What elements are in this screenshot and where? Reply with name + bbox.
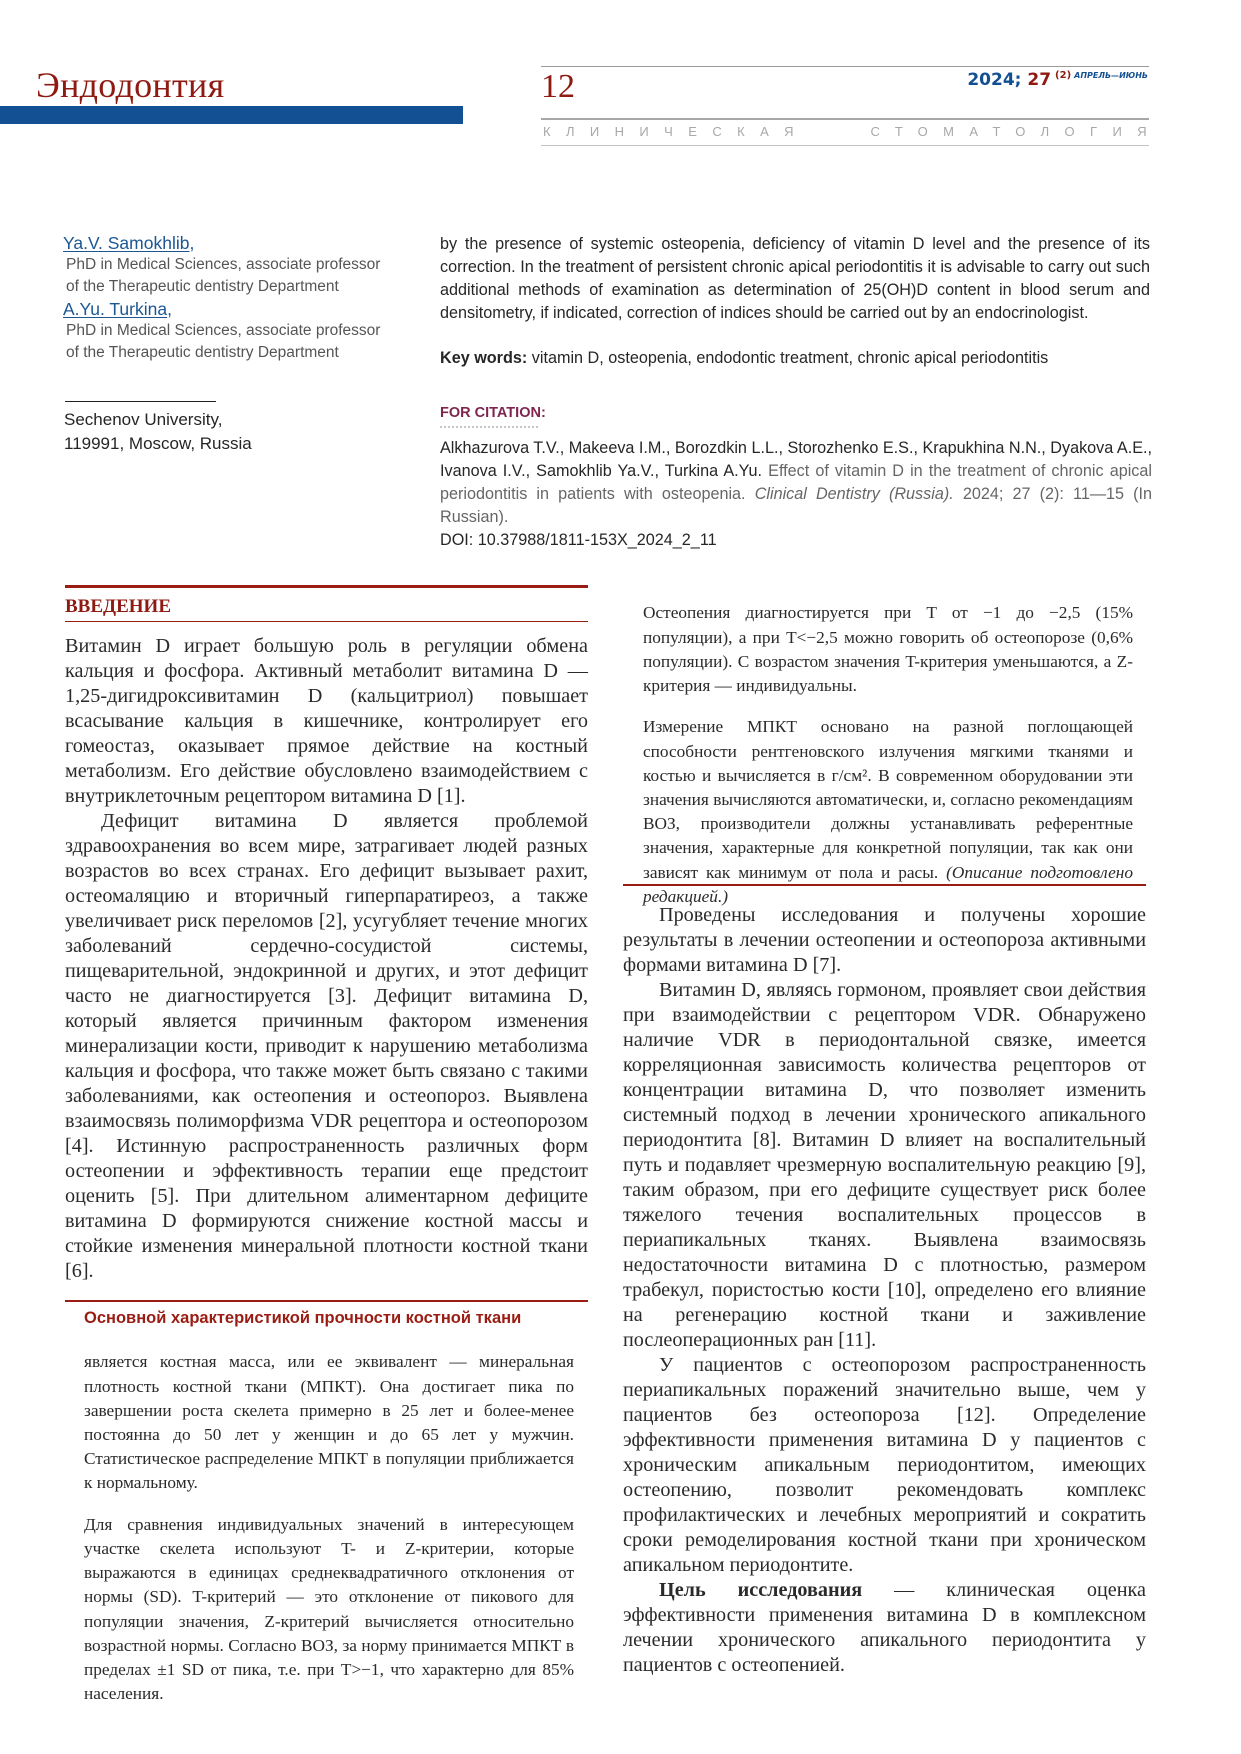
- section-title: Эндодонтия: [36, 65, 225, 105]
- citation-authors: Alkhazurova T.V., Makeeva I.M., Borozdkin L.L., Storozhenko E.S., Krapukhina N.N., Dyakova A.E., Ivanova I.V., Samokhlib Ya.V., Turkina A.Yu.: [440, 439, 1152, 480]
- body-paragraph: Витамин D играет большую роль в регуляции обмена кальция и фосфора. Активный метаболит витамина D — 1,25-дигидроксивитамин D (кальцитриол) повышает всасывание кальция в кишечнике, контролирует его гомеостаз, оказывает прямое действие на костный метаболизм. Его действие обусловлено взаимодействием с внутриклеточным рецептором витамина D [1].: [65, 635, 588, 807]
- aim-label: Цель исследования: [659, 1579, 863, 1601]
- author-role: of the Therapeutic dentistry Department: [66, 278, 339, 295]
- aim-text: — клиническая оценка эффективности применения витамина D в комплексном лечении хронического апикального периодонтита у пациентов с остеопенией.: [623, 1579, 1146, 1676]
- affiliation-divider: [65, 401, 216, 402]
- editorial-paragraph: является костная масса, или ее эквивалент — минеральная плотность костной ткани (МПКТ). Она достигает пика по завершении роста скелета примерно в 25 лет и более-менее постоянна до 50 лет у женщин и до 65 лет у мужчин. Статистическое распределение МПКТ в популяции приближается к нормальному.: [84, 1352, 574, 1493]
- keywords-list: vitamin D, osteopenia, endodontic treatment, chronic apical periodontitis: [531, 349, 1049, 367]
- citation-details: 2024; 27 (2): 11—15 (In Russian).: [440, 485, 1153, 526]
- editorial-box-right: [643, 584, 1133, 926]
- body-paragraph: У пациентов с остеопорозом распространенность периапикальных поражений значительно выше, чем у пациентов без остеопороза [12]. Определение эффективности применения витамина D у пациентов с хроническим апикальным периодонтитом, имеющих остеопению, позволит рекомендовать комплекс профилактических и лечебных мероприятий и сократить сроки ремоделирования костной ткани при хроническом апикальном периодонтите.: [623, 1354, 1146, 1576]
- citation-doi[interactable]: DOI: 10.37988/1811-153X_2024_2_11: [440, 531, 717, 549]
- abstract-text: by the presence of systemic osteopenia, deficiency of vitamin D level and the presence of its correction. In the treatment of persistent chronic apical periodontitis it is advisable to carry out such additional methods of examination as determination of 25(OH)D content in blood serum and densitometry, if indicated, correction of indices should be carried out by an endocrinologist.: [440, 235, 1150, 322]
- affiliation: [64, 408, 252, 456]
- body-paragraph: Дефицит витамина D является проблемой здравоохранения во всем мире, затрагивает людей разных возрастов во всех странах. Его дефицит вызывает рахит, остеомаляцию и вторичный гиперпаратиреоз, а также увеличивает риск переломов [2], усугубляет течение многих заболеваний сердечно-сосудистой системы, пищеварительной, эндокринной и других, и этот дефицит часто не диагностируется [3]. Дефицит витамина D, который является причинным фактором изменения минерализации кости, приводит к нарушению метаболизма кальция и фосфора, что также может быть связано с такими заболеваниями, как остеопения и остеопороз. Выявлена взаимосвязь полиморфизма VDR рецептора и остеопорозом [4]. Истинную распространенность различных форм остеопении и эффективность терапии еще предстоит оценить [5]. При длительном алиментарном дефиците витамина D формируются снижение костной массы и стойкие изменения минеральной плотности костной ткани [6].: [65, 810, 588, 1282]
- issue-months: АПРЕЛЬ—ИЮНЬ: [1074, 71, 1148, 80]
- journal-name-word-2: СТОМАТОЛОГИЯ: [870, 124, 1162, 139]
- issue-volume: 27: [1027, 70, 1052, 90]
- keywords: [440, 347, 1150, 370]
- author-role: PhD in Medical Sciences, associate professor: [66, 322, 381, 339]
- affiliation-line: 119991, Moscow, Russia: [64, 434, 252, 453]
- author-name-link[interactable]: Ya.V. Samokhlib: [63, 233, 190, 253]
- author-entry: Ya.V. Samokhlib,: [63, 233, 195, 253]
- journal-name: [543, 124, 1162, 139]
- author-role: PhD in Medical Sciences, associate professor: [66, 256, 381, 273]
- intro-body: [65, 634, 588, 1284]
- journal-name-word-1: КЛИНИЧЕСКАЯ: [543, 124, 809, 139]
- body-paragraph: Проведены исследования и получены хорошие результаты в лечении остеопении и остеопороза активными формами витамина D [7].: [623, 904, 1146, 976]
- aim-paragraph: [623, 1578, 1146, 1678]
- editorial-box-rule-bottom: [623, 884, 1146, 886]
- intro-rule-top: [65, 585, 588, 588]
- editorial-paragraph: Для сравнения индивидуальных значений в интересующем участке скелета используют T- и Z-критерии, которые выражаются в единицах среднеквадратичного отклонения от нормы (SD). T-критерий — это отклонение от пикового для популяции значения, Z-критерий вычисляется относительно возрастной нормы. Согласно ВОЗ, за норму принимается МПКТ в пределах ±1 SD от пика, т.е. при T>−1, что характерно для 85% населения.: [84, 1514, 574, 1704]
- author-role: of the Therapeutic dentistry Department: [66, 344, 339, 361]
- issue-year: 2024;: [967, 70, 1022, 90]
- editorial-box-left: [84, 1333, 574, 1724]
- author-list: [63, 232, 403, 364]
- editorial-paragraph: Остеопения диагностируется при T от −1 до −2,5 (15% популяции), а при T<−2,5 можно говорить об остеопорозе (0,6% популяции). С возрастом значения T-критерия уменьшаются, а Z-критерия — индивидуальны.: [643, 603, 1133, 695]
- editorial-paragraph-text: Измерение МПКТ основано на разной поглощающей способности рентгеновского излучения мягкими тканями и костью и вычисляется в г/см². В современном оборудовании эти значения вычисляются автоматически, и, согласно рекомендациям ВОЗ, производители должны устанавливать референтные значения, характерные для конкретной популяции, так как они зависят как минимум от пола и расы.: [643, 717, 1133, 882]
- citation-dotted-divider: [440, 426, 538, 431]
- header-rule-top: [541, 66, 1149, 67]
- author-name-link[interactable]: A.Yu. Turkina: [63, 299, 168, 319]
- issue-number: (2): [1055, 70, 1072, 81]
- intro-heading: ВВЕДЕНИЕ: [65, 596, 171, 617]
- editorial-paragraph: [643, 715, 1133, 909]
- page-number: 12: [541, 68, 575, 105]
- right-column-body: [623, 903, 1146, 1678]
- editorial-box-heading: Основной характеристикой прочности костной ткани: [84, 1309, 522, 1327]
- body-paragraph: Витамин D, являясь гормоном, проявляет свои действия при взаимодействии с рецептором VDR. Обнаружено наличие VDR в периодонтальной связке, имеется корреляционная зависимость количества рецепторов от концентрации витамина D, что позволяет изменить системный подход в лечении хронического апикального периодонтита [8]. Витамин D влияет на воспалительный путь и подавляет чрезмерную воспалительную реакцию [9], таким образом, при его дефиците существует риск более тяжелого течения воспалительных процессов в периапикальных тканях. Выявлена взаимосвязь недостаточности витамина D с плотностью, размером трабекул, пористостью кости [10], определено его влияние на регенерацию костной ткани и заживление послеоперационных ран [11].: [623, 979, 1146, 1351]
- author-entry: A.Yu. Turkina,: [63, 299, 172, 319]
- keywords-label: Key words:: [440, 349, 528, 367]
- editor-note: (Описание подготовлено редакцией.): [643, 862, 1133, 906]
- citation-journal: Clinical Dentistry (Russia).: [754, 485, 954, 503]
- editorial-box-rule-top: [65, 1300, 588, 1302]
- header-blue-bar: [0, 106, 463, 124]
- intro-rule-bottom: [65, 621, 588, 622]
- affiliation-line: Sechenov University,: [64, 410, 223, 429]
- citation-label: FOR CITATION:: [440, 405, 546, 421]
- header-rule-middle: [541, 118, 1149, 120]
- citation-title: Effect of vitamin D in the treatment of chronic apical periodontitis in patients with osteopenia.: [440, 462, 1152, 503]
- issue-info: [967, 70, 1148, 90]
- header-rule-bottom: [541, 145, 1149, 146]
- citation-text: [440, 437, 1152, 552]
